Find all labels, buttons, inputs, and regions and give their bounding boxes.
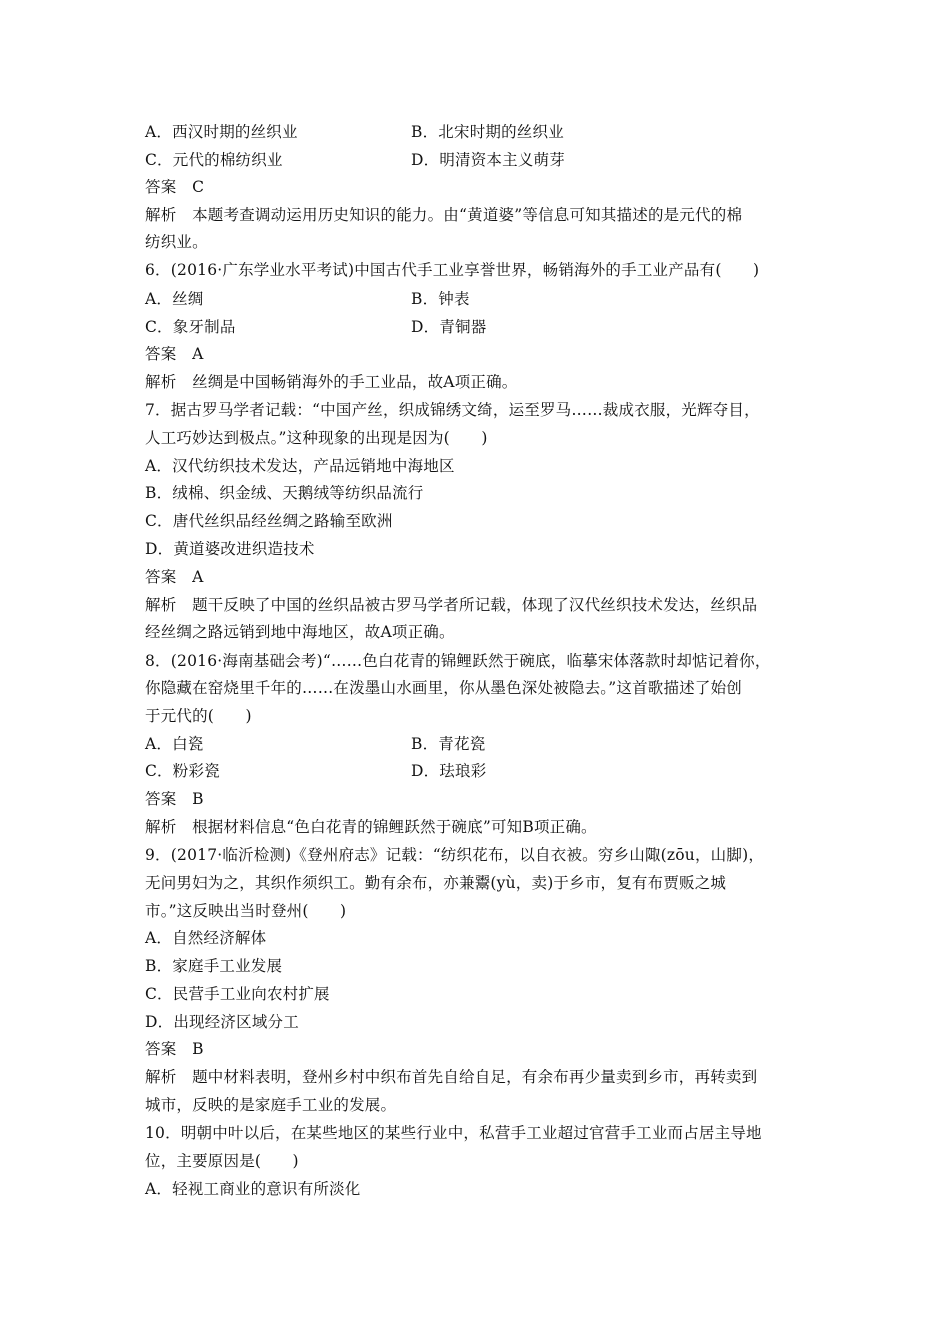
explanation: 解析 题干反映了中国的丝织品被古罗马学者所记载，体现了汉代丝织技术发达，丝织品	[145, 596, 758, 614]
option-d: D．珐琅彩	[411, 762, 487, 780]
option-d: D．出现经济区域分工	[145, 1013, 299, 1031]
option-a: A．轻视工商业的意识有所淡化	[145, 1180, 361, 1198]
explanation-cont: 城市，反映的是家庭手工业的发展。	[145, 1096, 397, 1114]
option-b: B．北宋时期的丝织业	[411, 123, 564, 141]
question-7-cont: 人工巧妙达到极点。”这种现象的出现是因为( )	[145, 429, 488, 447]
explanation-cont: 纺织业。	[145, 233, 208, 251]
answer: 答案 B	[145, 790, 204, 808]
option-a: A．西汉时期的丝织业	[145, 123, 298, 141]
question-6: 6．(2016·广东学业水平考试)中国古代手工业享誉世界，畅销海外的手工业产品有( )	[145, 261, 760, 279]
answer: 答案 C	[145, 178, 205, 196]
answer: 答案 A	[145, 568, 204, 586]
option-a: A．汉代纺织技术发达，产品远销地中海地区	[145, 457, 455, 475]
option-a: A．自然经济解体	[145, 929, 267, 947]
question-10-cont: 位，主要原因是( )	[145, 1152, 299, 1170]
question-9-cont: 无问男妇为之，其织作须织工。勤有余布，亦兼鬻(yù，卖)于乡市，复有布贾贩之城	[145, 874, 727, 892]
question-9-cont: 市。”这反映出当时登州( )	[145, 902, 347, 920]
answer: 答案 B	[145, 1040, 204, 1058]
explanation: 解析 本题考查调动运用历史知识的能力。由“黄道婆”等信息可知其描述的是元代的棉	[145, 206, 743, 224]
option-b: B．绒棉、织金绒、天鹅绒等纺织品流行	[145, 484, 424, 502]
option-a: A．白瓷	[145, 735, 204, 753]
option-d: D．明清资本主义萌芽	[411, 151, 565, 169]
answer: 答案 A	[145, 345, 204, 363]
option-c: C．元代的棉纺织业	[145, 151, 283, 169]
question-10: 10．明朝中叶以后，在某些地区的某些行业中，私营手工业超过官营手工业而占居主导地	[145, 1124, 762, 1142]
option-c: C．民营手工业向农村扩展	[145, 985, 330, 1003]
explanation-cont: 经丝绸之路远销到地中海地区，故A项正确。	[145, 623, 455, 641]
question-8-cont: 你隐藏在窑烧里千年的……在泼墨山水画里，你从墨色深处被隐去。”这首歌描述了始创	[145, 679, 742, 697]
option-d: D．黄道婆改进织造技术	[145, 540, 315, 558]
option-c: C．象牙制品	[145, 318, 236, 336]
explanation: 解析 题中材料表明，登州乡村中织布首先自给自足，有余布再少量卖到乡市，再转卖到	[145, 1068, 758, 1086]
option-d: D．青铜器	[411, 318, 487, 336]
question-7: 7．据古罗马学者记载：“中国产丝，织成锦绣文绮，运至罗马……裁成衣服，光辉夺目，	[145, 401, 760, 419]
explanation: 解析 丝绸是中国畅销海外的手工业品，故A项正确。	[145, 373, 518, 391]
question-9: 9．(2017·临沂检测)《登州府志》记载：“纺织花布，以自衣被。穷乡山陬(zōu，山脚)，	[145, 846, 765, 864]
question-8-cont: 于元代的( )	[145, 707, 252, 725]
option-b: B．青花瓷	[411, 735, 486, 753]
question-8: 8．(2016·海南基础会考)“……色白花青的锦鲤跃然于碗底，临摹宋体落款时却惦记着你，	[145, 652, 771, 670]
explanation: 解析 根据材料信息“色白花青的锦鲤跃然于碗底”可知B项正确。	[145, 818, 597, 836]
option-c: C．粉彩瓷	[145, 762, 220, 780]
option-b: B．钟表	[411, 290, 470, 308]
option-c: C．唐代丝织品经丝绸之路输至欧洲	[145, 512, 393, 530]
option-a: A．丝绸	[145, 290, 204, 308]
option-b: B．家庭手工业发展	[145, 957, 283, 975]
